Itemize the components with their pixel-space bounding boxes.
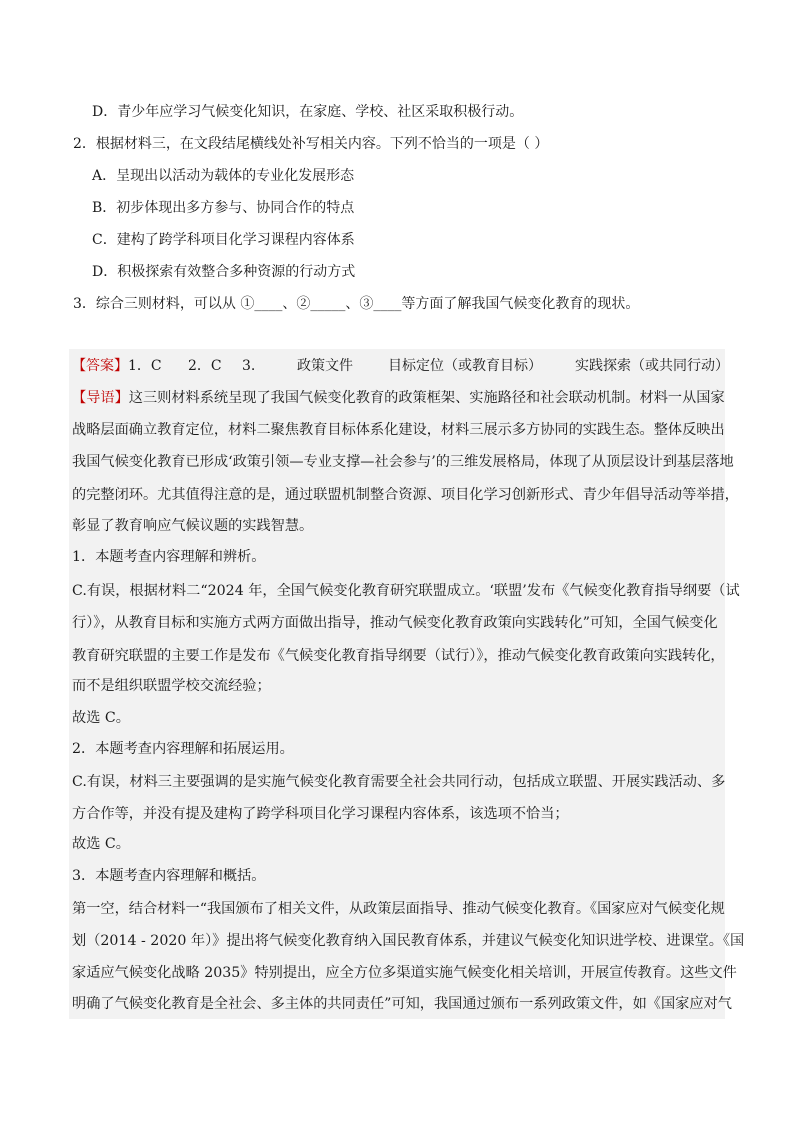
answer-label: 【答案】 (72, 358, 128, 374)
answer-1: 1．C (128, 358, 162, 374)
q2-option-a: A．呈现出以活动为载体的专业化发展形态 (92, 168, 355, 184)
guide-line: 的完整闭环。尤其值得注意的是，通过联盟机制整合资源、项目化学习创新形式、青少年倡导活动等举措， (72, 487, 739, 503)
answer-3-blank-2: 目标定位（或教育目标） (388, 358, 542, 374)
guide-line: 【导语】这三则材料系统呈现了我国气候变化教育的政策框架、实施路径和社会联动机制。材料一从国家 (72, 390, 725, 406)
analysis-line: 家适应气候变化战略 2035》特别提出，应全方位多渠道实施气候变化相关培训，开展宣传教育。这些文件 (72, 965, 737, 981)
analysis-q2-conclusion: 故选 C。 (72, 836, 130, 852)
q2-option-b: B．初步体现出多方参与、协同合作的特点 (92, 200, 355, 216)
analysis-line: 划（2014 - 2020 年）》提出将气候变化教育纳入国民教育体系，并建议气候变化知识进学校、进课堂。《国 (72, 933, 745, 949)
analysis-q2-title: 2．本题考查内容理解和拓展运用。 (72, 741, 294, 757)
answer-2: 2．C (188, 358, 222, 374)
analysis-q1-title: 1．本题考查内容理解和辨析。 (72, 549, 266, 565)
analysis-line: 而不是组织联盟学校交流经验； (72, 678, 271, 694)
guide-line: 我国气候变化教育已形成‘政策引领—专业支撑—社会参与’的三维发展格局，体现了从顶层设计到基层落地 (72, 454, 734, 470)
answer-3-blank-3: 实践探索（或共同行动） (575, 358, 729, 374)
q2-option-d: D．积极探索有效整合多种资源的行动方式 (92, 264, 356, 280)
guide-line: 彰显了教育响应气候议题的实践智慧。 (72, 518, 314, 534)
analysis-q3-title: 3．本题考查内容理解和概括。 (72, 868, 266, 884)
q1-option-d: D．青少年应学习气候变化知识，在家庭、学校、社区采取积极行动。 (92, 104, 524, 120)
analysis-line: 第一空，结合材料一“我国颁布了相关文件，从政策层面指导、推动气候变化教育。《国家应对气候变化规 (72, 901, 725, 917)
analysis-line: 教育研究联盟的主要工作是发布《气候变化教育指导纲要（试行）》，推动气候变化教育政策向实践转化， (72, 648, 725, 664)
answer-3-label: 3. (242, 358, 256, 374)
q2-option-c: C．建构了跨学科项目化学习课程内容体系 (92, 232, 355, 248)
analysis-q1-conclusion: 故选 C。 (72, 710, 130, 726)
analysis-line: 行）》，从教育目标和实施方式两方面做出指导，推动气候变化教育政策向实践转化”可知，全国气候变化 (72, 615, 718, 631)
analysis-line: 方合作等，并没有提及建构了跨学科项目化学习课程内容体系，该选项不恰当； (72, 806, 569, 822)
analysis-line: C.有误，根据材料二“2024 年，全国气候变化教育研究联盟成立。‘联盟’发布《气候变化教育指导纲要（试 (72, 583, 740, 599)
q2-stem: 2．根据材料三，在文段结尾横线处补写相关内容。下列不恰当的一项是（ ） (73, 136, 549, 152)
analysis-line: C.有误，材料三主要强调的是实施气候变化教育需要全社会共同行动，包括成立联盟、开展实践活动、多 (72, 774, 726, 790)
guide-label: 【导语】 (72, 390, 129, 406)
q3-stem: 3．综合三则材料，可以从 ①____、②_____、③____等方面了解我国气候变化教育的现状。 (73, 296, 640, 312)
answer-3-blank-1: 政策文件 (297, 358, 353, 374)
guide-line: 战略层面确立教育定位，材料二聚焦教育目标体系化建设，材料三展示多方协同的实践生态。整体反映出 (72, 422, 725, 438)
analysis-line: 明确了气候变化教育是全社会、多主体的共同责任”可知，我国通过颁布一系列政策文件，如《国家应对气 (72, 996, 732, 1012)
